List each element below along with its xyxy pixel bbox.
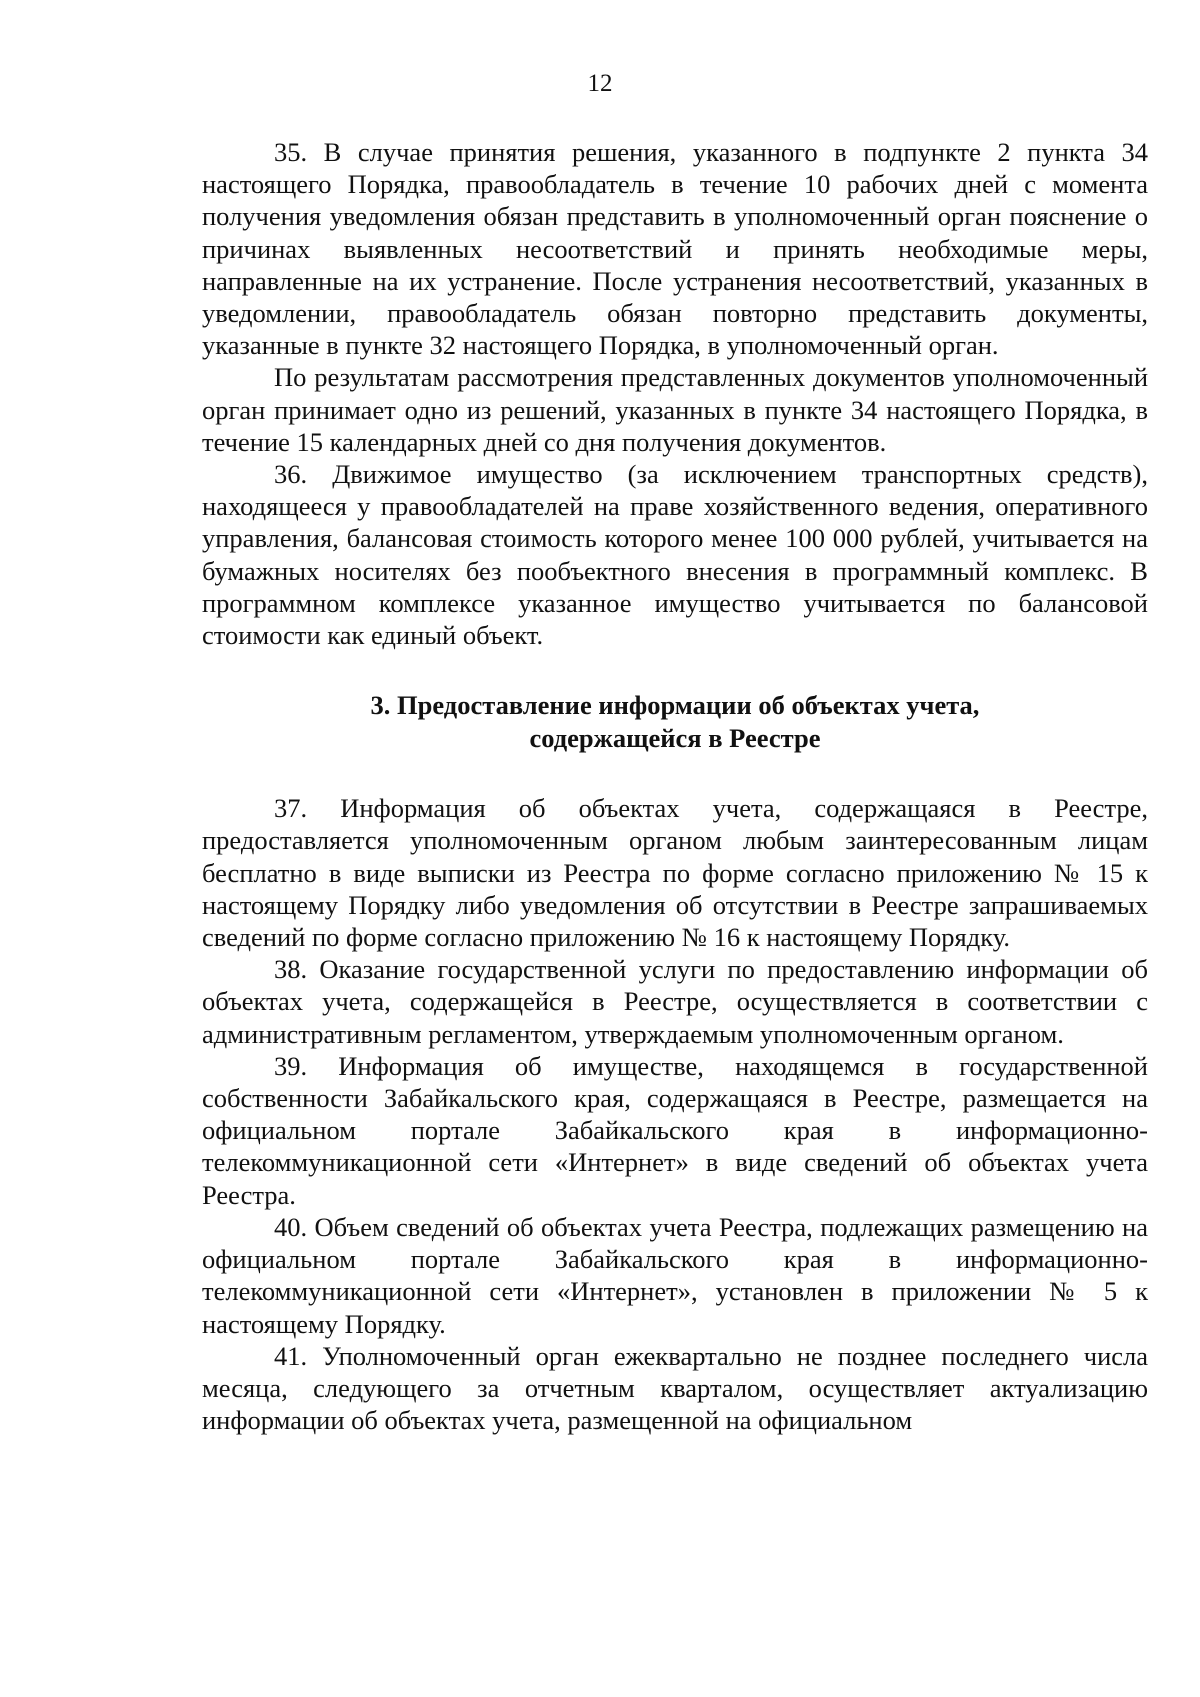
paragraph-37: 37. Информация об объектах учета, содержащаяся в Реестре, предоставляется уполномоченным органом любым заинтересованным лицам бесплатно в виде выписки из Реестра по форме согласно приложению № 15 к настоящему Порядку либо уведомления об отсутствии в Реестре запрашиваемых сведений по форме согласно приложению № 16 к настоящему Порядку. [202, 793, 1148, 953]
paragraph-35-continuation: По результатам рассмотрения представленных документов уполномоченный орган принимает одно из решений, указанных в пункте 34 настоящего Порядка, в течение 15 календарных дней со дня получения документов. [202, 362, 1148, 457]
section-heading-line-2: содержащейся в Реестре [529, 722, 821, 753]
paragraph-41: 41. Уполномоченный орган ежеквартально не позднее последнего числа месяца, следующего за отчетным кварталом, осуществляет актуализацию информации об объектах учета, размещенной на официальном [202, 1340, 1148, 1436]
section-heading-line-1: 3. Предоставление информации об объектах учета, [370, 690, 980, 721]
section-heading [202, 689, 1148, 754]
paragraph-40: 40. Объем сведений об объектах учета Реестра, подлежащих размещению на официальном портале Забайкальского края в информационно-телекоммуникационной сети «Интернет», установлен в приложении № 5 к настоящему Порядку. [202, 1211, 1148, 1339]
paragraph-35: 35. В случае принятия решения, указанного в подпункте 2 пункта 34 настоящего Порядка, правообладатель в течение 10 рабочих дней с момента получения уведомления обязан представить в уполномоченный орган пояснение о причинах выявленных несоответствий и принять необходимые меры, направленные на их устранение. После устранения несоответствий, указанных в уведомлении, правообладатель обязан повторно представить документы, указанные в пункте 32 настоящего Порядка, в уполномоченный орган. [202, 137, 1148, 361]
document-body [202, 136, 1148, 1436]
page-number: 12 [587, 70, 613, 97]
paragraph-38: 38. Оказание государственной услуги по предоставлению информации об объектах учета, содержащейся в Реестре, осуществляется в соответствии с административным регламентом, утверждаемым уполномоченным органом. [202, 954, 1148, 1049]
paragraph-39: 39. Информация об имуществе, находящемся в государственной собственности Забайкальского края, содержащаяся в Реестре, размещается на официальном портале Забайкальского края в информационно-телекоммуникационной сети «Интернет» в виде сведений об объектах учета Реестра. [202, 1050, 1148, 1210]
paragraph-36: 36. Движимое имущество (за исключением транспортных средств), находящееся у правообладателей на праве хозяйственного ведения, оперативного управления, балансовая стоимость которого менее 100 000 рублей, учитывается на бумажных носителях без пообъектного внесения в программный комплекс. В программном комплексе указанное имущество учитывается по балансовой стоимости как единый объект. [202, 459, 1148, 651]
